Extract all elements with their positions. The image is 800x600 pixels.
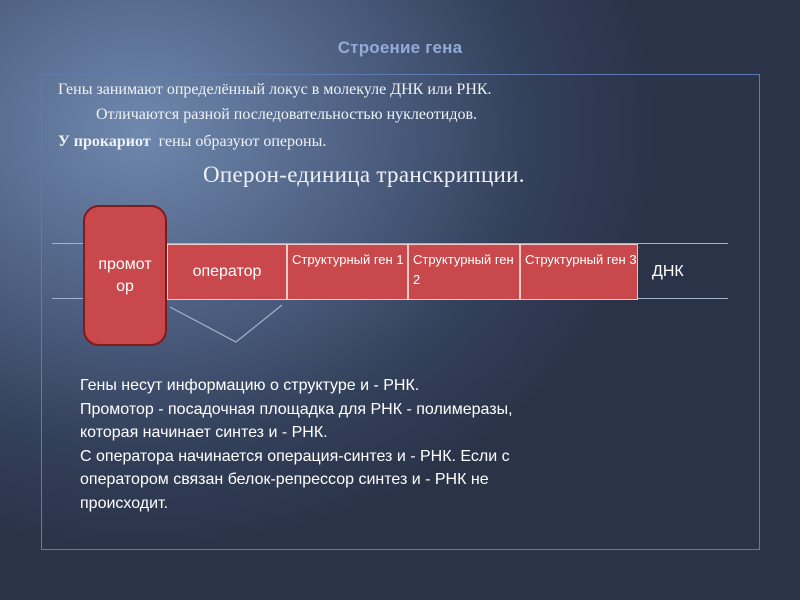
structural-gene-3-label: Структурный ген 3 (525, 252, 637, 267)
operator-label: оператор (192, 263, 262, 280)
notes-line: Промотор - посадочная площадка для РНК - полимеразы, (80, 400, 513, 418)
notes-line: С оператора начинается операция-синтез и - РНК. Если с (80, 447, 510, 465)
slide-title: Строение гена (337, 38, 463, 57)
structural-gene-2 (408, 244, 520, 300)
notes-line: происходит. (80, 494, 169, 512)
structural-gene-1-label: Структурный ген 1 (292, 252, 404, 267)
prokaryote-bold-text: У прокариот (58, 133, 151, 150)
notes-line: оператором связан белок-репрессор синтез и - РНК не (80, 471, 489, 488)
dna-label: ДНК (652, 263, 684, 280)
promoter-label: промотор (98, 255, 152, 295)
intro-line-2: Отличаются разной последовательностью нуклеотидов. (96, 106, 478, 123)
intro-line-1: Гены занимают определённый локус в молекуле ДНК или РНК. (58, 81, 492, 98)
promoter-block (83, 205, 167, 346)
structural-gene-1 (287, 244, 408, 300)
structural-gene-2-label: Структурный ген 2 (413, 252, 514, 287)
operator-block (167, 244, 287, 300)
structural-gene-3 (520, 244, 638, 300)
notes-line: которая начинает синтез и - РНК. (80, 424, 328, 441)
notes-line: Гены несут информацию о структуре и - РНК. (80, 377, 420, 394)
prokaryote-rest-text: гены образуют опероны. (150, 133, 327, 150)
operon-heading: Оперон-единица транскрипции. (203, 162, 525, 187)
notes-text (80, 374, 640, 515)
